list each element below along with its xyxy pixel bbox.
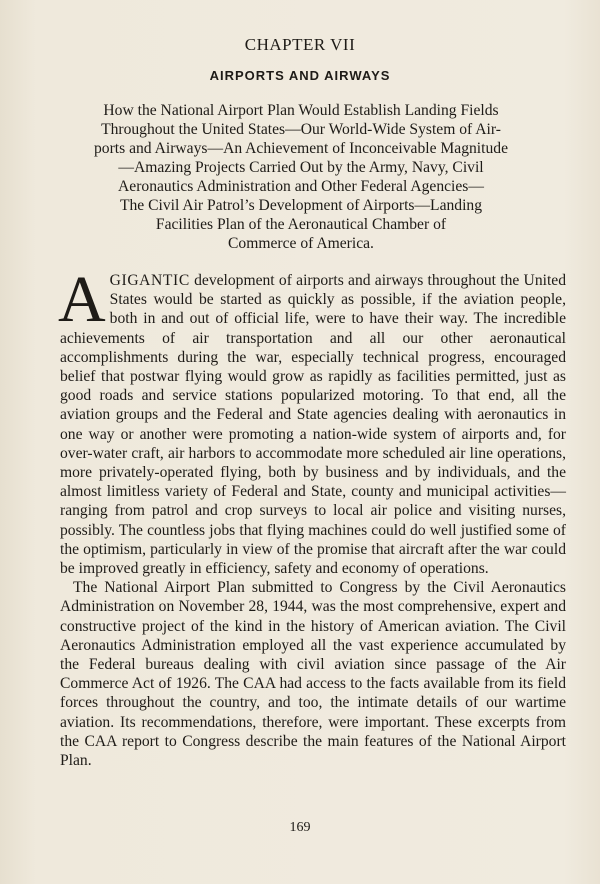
- body-text: [58, 263, 566, 770]
- paragraph-2: The National Airport Plan submitted to Congress by the Civil Aeronautics Administration on November 28, 1944, was the most comprehensive, expert and constructive project of the kind in the history of American aviation. The Civil Aeronautics Administration employed all the vast experience accumulated by the Federal bureaus dealing with civil aviation since passage of the Air Commerce Act of 1926. The CAA had access to the facts available from its field forces throughout the country, and too, the intimate details of our wartime aviation. Its recommendations, therefore, were important. These excerpts from the CAA report to Congress describe the main features of the National Airport Plan.: [60, 579, 566, 770]
- summary-line: —Amazing Projects Carried Out by the Army, Navy, Civil: [118, 159, 484, 176]
- page-number: 169: [289, 820, 311, 835]
- summary-line: Throughout the United States—Our World-Wide System of Air-: [101, 121, 501, 138]
- drop-cap: A: [58, 263, 106, 336]
- summary-line: Aeronautics Administration and Other Federal Agencies—: [118, 178, 484, 195]
- first-word: GIGANTIC: [109, 272, 190, 289]
- summary-line: The Civil Air Patrol’s Development of Airports—Landing: [119, 197, 483, 214]
- chapter-title: AIRPORTS AND AIRWAYS: [209, 68, 391, 83]
- chapter-heading: CHAPTER VII: [244, 35, 356, 54]
- summary-line: Commerce of America.: [228, 235, 374, 252]
- summary-line: Facilities Plan of the Aeronautical Chamber of: [155, 216, 447, 233]
- paragraph-1: [58, 263, 566, 578]
- summary-line: How the National Airport Plan Would Establish Landing Fields: [103, 102, 499, 119]
- chapter-summary: [58, 101, 544, 253]
- paragraph-1-text: development of airports and airways throughout the United States would be started as quickly as possible, if the aviation people, both in and out of official life, were to have their way. The incredible achievements of air transportation and all our other aeronautical accomplishments during the war, especially technical progress, encouraged belief that postwar flying would grow as rapidly as facilities permitted, just as good roads and service stations popularized motoring. To that end, all the aviation groups and the Federal and State agencies dealing with aeronautics in one way or another were promoting a nation-wide system of airports and, for over-water craft, air harbors to accommodate more scheduled air line operations, more privately-operated flying, both by business and by individuals, and the almost limitless variety of Federal and State, county and municipal activities—ranging from patrol and crop surveys to local air police and visiting nurses, possibly. The countless jobs that flying machines could do well justified some of the optimism, particularly in view of the promise that aircraft after the war could be improved greatly in efficiency, safety and economy of operations.: [60, 272, 566, 578]
- summary-line: ports and Airways—An Achievement of Inconceivable Magnitude: [94, 140, 508, 157]
